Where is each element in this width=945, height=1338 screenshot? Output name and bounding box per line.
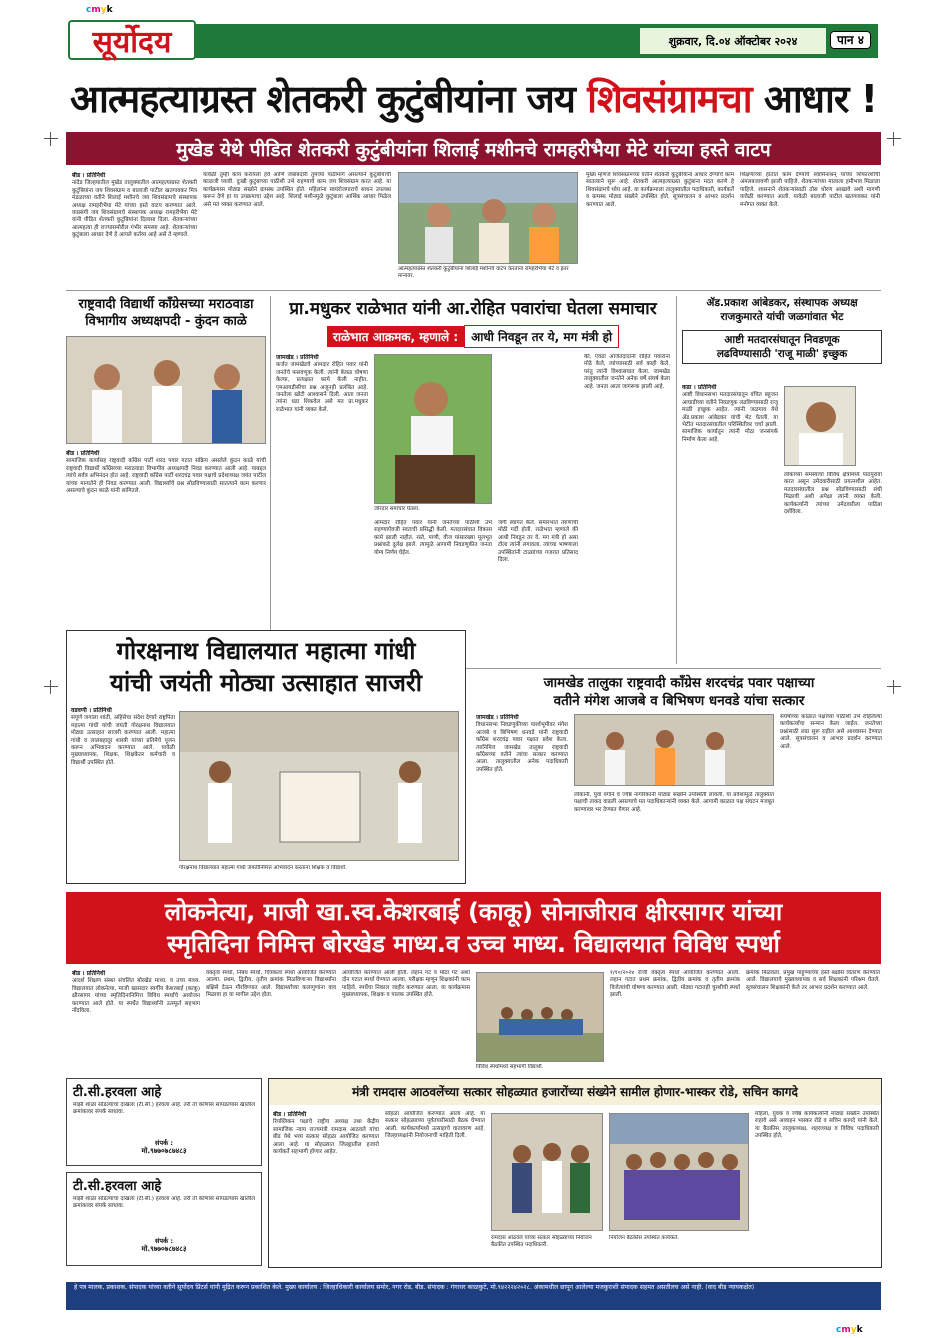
main-headline-part3: आधार ! xyxy=(751,77,877,121)
ncp-students-photo xyxy=(66,336,266,444)
story1-col2-text: यावेळी तुम्ही काय करायला हवे आणि जबाबदारी तुमच्या पाठीमागे असल्याने कुटुंबीयांची काळजी घ्यावी. दुःखी कुटुंबाच्या पाठीशी उभे राहण्याचे काम जय शिवसंग्राम करत आहे. या कार्यक्रमास मोठ्या संख्येने ग्रामस्थ उपस्थित होते. महिलांना स्वयंरोजगाराचे साधन उपलब्ध करून देणे हा या उपक्रमाचा उद्देश आहे. शिलाई मशीनमुळे कुटुंबाला आर्थिक आधार मिळेल असे मत व्यक्त करण्यात आले. xyxy=(203,172,391,208)
top-story-band: मुखेड येथे पीडित शेतकरी कुटुंबीयांना शिलाई मशीनचे रामहरीभैया मेटे यांच्या हस्ते वाटप xyxy=(66,132,881,165)
ncp-students-body xyxy=(66,450,266,650)
gorakshanath-body-text: संपूर्ण जगाला शांती, अहिंसेचा संदेश देणारे राष्ट्रपिता महात्मा गांधी यांची जयंती गोरक्षनाथ विद्यालयात मोठ्या उत्साहात साजरी करण्यात आली. महात्मा गांधी व लालबहादूर शास्त्री यांच्या प्रतिमेचे पूजन करून अभिवादन करण्यात आले. यावेळी मुख्याध्यापक, शिक्षक, शिक्षकेतर कर्मचारी व विद्यार्थी उपस्थित होते. xyxy=(71,715,175,766)
gorakshanath-byline: वडवणी । प्रतिनिधी xyxy=(71,707,112,714)
page-number-box xyxy=(830,29,871,48)
ambedkar-subhead-2: लढविण्यासाठी 'राजू माळी' इच्छुक xyxy=(716,348,848,360)
jamkhed-photo xyxy=(574,714,774,786)
jamkhed-col3-text: संघर्षाच्या काळात पक्षाच्या पाठीशी उभे राहिलेल्या कार्यकर्त्यांचा सन्मान केला जाईल. जनतेच्या प्रश्नांसाठी लढा सुरू राहील असे आश्वासन देण्यात आले. सूत्रसंचालन व आभार प्रदर्शन करण्यात आले. xyxy=(780,714,882,750)
ncp-students-body-text: सामाजिक कार्यासह राष्ट्रवादी काँग्रेस पार्टी शरद पवार गटात सक्रिय असलेले कुंदन काळे यांची राष्ट्रवादी विद्यार्थी काँग्रेसच्या मराठवाडा विभागीय अध्यक्षपदी निवड करण्यात आली आहे. याबद्दल त्यांचे सर्वत्र अभिनंदन होत आहे. राष्ट्रवादी काँग्रेस पार्टी शरदचंद्र पवार पक्षाचे प्रदेशाध्यक्ष जयंत पाटील यांच्या मान्यतेने ही निवड करण्यात आली. विद्यार्थ्यांचे प्रश्न सोडविण्यासाठी सातत्याने काम करणार असल्याचे कुंदन काळे यांनी सांगितले. xyxy=(66,458,266,495)
gorakshanath-story xyxy=(66,630,466,884)
athawale-photo-2-image xyxy=(610,1114,749,1231)
athawale-headline: मंत्री रामदास आठवलेंच्या सत्कार सोहळ्यात हजारोंच्या संख्येने सामील होणार-भास्कर रोडे, सचिन कागदे xyxy=(269,1079,881,1105)
rohit-col3-text: आमदार रोहित पवार यांनी जनतेच्या पाठीशी उभे राहण्याऐवजी स्वतःची प्रसिद्धी केली. मतदारसंघात विकास कामे झाली नाहीत. रस्ते, पाणी, वीज यांसारख्या मूलभूत प्रश्नांकडे दुर्लक्ष झाले. त्यामुळे आगामी निवडणुकीत जनता योग्य निर्णय घेईल. xyxy=(374,520,492,556)
jamkhed-byline: जामखेड । प्रतिनिधी xyxy=(476,714,519,721)
athawale-col5-text: महिला, युवक व ज्येष्ठ कार्यकर्त्यांनी मोठ्या संख्येने उपस्थित राहावे असे आवाहन भास्कर रोडे व सचिन कागदे यांनी केले. या बैठकीस तालुकाध्यक्ष, शहराध्यक्ष व विविध पदाधिकारी उपस्थित होते. xyxy=(755,1111,879,1140)
classified-ad-tc-lost-1 xyxy=(66,1078,262,1166)
crop-mark xyxy=(887,680,901,694)
gorakshanath-headline-1: गोरक्षनाथ विद्यालयात महात्मा गांधी xyxy=(116,637,416,665)
rohit-col5 xyxy=(584,354,670,664)
color-registration-mark-top: cmyk xyxy=(86,5,113,15)
rohit-col4-text: जंगी स्वागत केले. समारंभात तरुणांची मोठी गर्दी होती. राळेभात म्हणाले की आधी निवडून तर ये, मग मंत्री हो असा टोला त्यांनी लगावला. त्यांच्या भाषणाला उपस्थितांनी टाळ्यांच्या गजरात प्रतिसाद दिला. xyxy=(498,520,578,564)
gorakshanath-photo xyxy=(179,711,459,861)
jamkhed-col2 xyxy=(574,792,774,882)
issue-date: शुक्रवार, दि.०४ ऑक्टोबर २०२४ xyxy=(668,34,798,48)
kshirsagar-headline-1: लोकनेत्या, माजी खा.स्व.केशरबाई (काकू) सोनाजीराव क्षीरसागर यांच्या xyxy=(164,898,783,926)
ncp-students-story xyxy=(66,296,266,664)
athawale-story xyxy=(268,1078,882,1268)
ad-contact-label: संपर्क : xyxy=(155,1237,173,1245)
jamkhed-headline-1: जामखेड तालुका राष्ट्रवादी काँग्रेस शरदचंद्र पवार पक्षाच्या xyxy=(543,675,815,691)
athawale-col2 xyxy=(385,1111,485,1265)
story1-col1-text: नांदेड जिल्हयातील मुखेड तालुक्यातील आत्महत्याग्रस्त शेतकरी कुटुंबियांना जय शिवसंग्राम व बालाजी पाटील खतगावकर मित्र मंडळाच्या वतीने शिलाई मशीनचे जय शिवसंग्रामचे संस्थापक अध्यक्ष रामहरीभैया मेटे यांच्या हस्ते वाटप करण्यात आले. याप्रसंगी जय शिवसंग्रामचे संस्थापक अध्यक्ष रामहरीभैया मेटे यांनी पीडित शेतकरी कुटुंबियांना दिलासा दिला. शेतकऱ्यांच्या आत्महत्या ही राज्यासमोरील गंभीर समस्या आहे. शेतकऱ्यांच्या कुटुंबाला आधार देणे हे आपले कर्तव्य आहे असे ते म्हणाले. xyxy=(72,180,197,239)
ad-phone: मो.९७७०७८७४८३ xyxy=(141,1245,187,1253)
date-box xyxy=(640,28,826,54)
kshirsagar-col5-text: १/१०/२०२४ रोजी वक्तृत्व स्पर्धा आयोजित करण्यात आली. लहान गटात प्रथम क्रमांक, द्वितीय क्रमांक व तृतीय क्रमांक विजेत्यांची घोषणा करण्यात आली. मोठ्या गटातही चुरशीची स्पर्धा झाली. xyxy=(610,970,740,999)
kshirsagar-byline: बीड । प्रतिनिधी xyxy=(72,970,106,977)
raju-mali-photo-image xyxy=(785,387,856,466)
gorakshanath-photo-image xyxy=(180,712,459,861)
athawale-col1 xyxy=(273,1111,379,1265)
kshirsagar-col6-text: क्रमांक मिळवला. प्रमुख पाहुण्यांच्या हस्ते बक्षीस वितरण करण्यात आले. विद्यालयाचे मुख्याध्यापक व सर्व शिक्षकांनी परिश्रम घेतले. सूत्रसंचालन शिक्षकांनी केले तर आभार प्रदर्शन करण्यात आले. xyxy=(746,970,880,991)
athawale-photo-1-image xyxy=(492,1114,603,1231)
ambedkar-subhead-box xyxy=(682,330,882,364)
divider xyxy=(270,296,271,664)
athawale-col1-text: रिपब्लिकन पक्षाचे राष्ट्रीय अध्यक्ष तथा केंद्रीय सामाजिक न्याय राज्यमंत्री रामदास आठवले यांचा बीड येथे भव्य सत्कार सोहळा आयोजित करण्यात आला आहे. या सोहळ्यात जिल्ह्यातील हजारो कार्यकर्ते सहभागी होणार आहेत. xyxy=(273,1119,379,1156)
rohit-col5-text: की, एवढा अजितदादांनी रोहित पवारांना मोठे केले, त्यांच्यासाठी सर्व काही केले. परंतु त्यांनी विश्वासघात केला. जामखेड तालुक्यातील जनतेने अनेक वर्षे संघर्ष केला आहे. जनता आता जागरूक झाली आहे. xyxy=(584,354,670,390)
story1-col5 xyxy=(740,172,880,282)
kshirsagar-photo-caption: विविध स्पर्धांमध्ये सहभागी विद्यार्थी. xyxy=(476,1064,544,1070)
athawale-photo-1 xyxy=(491,1113,603,1231)
ambedkar-col1-text: आष्टी विधानसभा मतदारसंघातून वंचित बहुजन आघाडीच्या वतीने निवडणूक लढविण्यासाठी राजू माळी इच्छुक आहेत. त्यांनी जळगाव येथे ॲड.प्रकाश आंबेडकर यांची भेट घेतली. या भेटीत मतदारसंघातील परिस्थितीवर चर्चा झाली. सामाजिक कार्यातून त्यांनी मोठा जनसंपर्क निर्माण केला आहे. xyxy=(682,392,778,443)
jamkhed-col2-text: लोकांनी, युवा वर्गाने व ज्येष्ठ नागरिकांनी मोठ्या संख्येने उपस्थिती लावली. या प्रवेशामुळे तालुक्यात पक्षाची ताकद वाढली असल्याचे मत पदाधिकाऱ्यांनी व्यक्त केले. आगामी काळात पक्ष संघटन मजबूत करण्यावर भर देण्यात येणार आहे. xyxy=(574,792,774,813)
page-number: पान ४ xyxy=(830,31,871,49)
gorakshanath-photo-caption: गोरक्षनाथ विद्यालयात महात्मा गांधी जयंतीनिमित्त अभिवादन करताना शिक्षक व विद्यार्थी. xyxy=(179,865,347,871)
main-headline xyxy=(66,72,881,124)
color-registration-mark-bottom: cmyk xyxy=(836,1325,863,1335)
kshirsagar-photo xyxy=(476,972,604,1062)
athawale-col2-text: सोहळा आयोजित करण्यात आला आहे. या सत्कार सोहळ्याच्या पूर्वतयारीसाठी बैठक घेण्यात आली. कार्यकर्त्यांमध्ये उत्साहाचे वातावरण आहे. जिल्हाध्यक्षांनी नियोजनाची माहिती दिली. xyxy=(385,1111,485,1140)
gorakshanath-headline-2: यांची जयंती मोठ्या उत्साहात साजरी xyxy=(110,669,422,697)
rohit-col4 xyxy=(498,520,578,664)
ad-phone: मो.९७७०७८७४८३ xyxy=(141,1147,187,1155)
ad-body: माझी शाळा सोडल्याचा दाखला (टी.सी.) हरवला आहे. तरी तो कोणास सापडल्यास खालील क्रमांकावर संपर्क साधावा. xyxy=(73,1196,255,1210)
jamkhed-col1-text: विधानसभा निवडणुकीच्या पार्श्वभूमीवर मंगेश आजबे व बिभिषण धनवडे यांनी राष्ट्रवादी काँग्रेस शरदचंद्र पवार पक्षात प्रवेश केला. त्यानिमित्त जामखेड तालुका राष्ट्रवादी काँग्रेसच्या वतीने त्यांचा सत्कार करण्यात आला. तालुक्यातील अनेक पदाधिकारी उपस्थित होते. xyxy=(476,722,568,773)
ambedkar-byline: कडा । प्रतिनिधी xyxy=(682,384,717,391)
story1-byline: बीड । प्रतिनिधी xyxy=(72,172,106,179)
story1-photo-image xyxy=(399,173,578,264)
kshirsagar-col3 xyxy=(342,970,470,1072)
athawale-photo-1-caption: रामदास आठवले यांच्या सत्कार सोहळ्याच्या नियोजन बैठकीत उपस्थित पदाधिकारी. xyxy=(491,1235,592,1248)
classified-ad-tc-lost-2 xyxy=(66,1172,262,1266)
kshirsagar-col1 xyxy=(72,970,200,1072)
rohit-strap-red: राळेभात आक्रमक, म्हणाले : xyxy=(327,326,464,347)
divider xyxy=(66,290,881,291)
crop-mark xyxy=(887,132,901,146)
raju-mali-photo xyxy=(784,386,856,466)
athawale-byline: बीड । प्रतिनिधी xyxy=(273,1111,307,1118)
ambedkar-headline-2: राजकुमारते यांची जळगांवात भेट xyxy=(720,311,844,323)
kshirsagar-col1-text: आदर्श शिक्षण संस्था संचलित बोरखेड माध्य. व उच्च माध्य. विद्यालयात लोकनेत्या, माजी खासदार स्वर्गीय केशरबाई (काकू) क्षीरसागर यांच्या स्मृतिदिनानिमित्त विविध स्पर्धांचे आयोजन करण्यात आले होते. या स्पर्धेत विद्यार्थ्यांनी उत्स्फूर्त सहभाग नोंदविला. xyxy=(72,978,200,1015)
story1-col5-text: शिक्षणाच्या हातात काम देण्याचे स्वामिनाथन्‌ यांच्या शिफारशीची अंमलबजावणी झाली पाहिजे. शेतकऱ्यांच्या मालाला हमीभाव मिळाला पाहिजे. शासनाने शेतकऱ्यांसाठी ठोस धोरण आखावे अशी मागणी यावेळी करण्यात आली. यावेळी बालाजी पाटील खतगावकर यांनी मनोगत व्यक्त केले. xyxy=(740,172,880,208)
athawale-photo-2-caption: नियोजन बैठकीस उपस्थित कार्यकर्ते. xyxy=(609,1235,679,1241)
jamkhed-headline-2: वतीने मंगेश आजबे व बिभिषण धनवडे यांचा सत्कार xyxy=(553,693,805,709)
kshirsagar-col2-text: वक्तृत्व स्पर्धा, निबंध स्पर्धा, चित्रकला स्पर्धा आयोजित करण्यात आल्या. प्रथम, द्वितीय, तृतीय क्रमांक मिळविणाऱ्या विद्यार्थ्यांना बक्षिसे देऊन गौरविण्यात आले. विद्यार्थ्यांच्या कलागुणांना वाव मिळावा हा या मागील उद्देश होता. xyxy=(206,970,336,999)
imprint-footer: हे पत्र मालक, प्रकाशक, संपादक यांच्या वतीने सूर्योदय प्रिंटर्स यांनी मुद्रित करून प्रकाशित केले. मुख्य कार्यालय : जिल्हाधिकारी कार्यालय समोर, नगर रोड, बीड. संपादक : गंगाधर काळकुटे, मो.९४२२२४२०२८. अंकामधील छापून आलेल्या मजकुराशी संपादक सहमत असतीलच असे नाही. (वाद बीड न्यायकक्षेत) xyxy=(66,1282,881,1310)
crop-mark xyxy=(44,680,58,694)
athawale-col5 xyxy=(755,1111,879,1265)
ad-contact-label: संपर्क : xyxy=(155,1139,173,1147)
kshirsagar-col6 xyxy=(746,970,880,1072)
kshirsagar-col2 xyxy=(206,970,336,1072)
story1-photo-caption: आत्महत्याग्रस्त शेतकरी कुटुंबीयांना शिलाई मशीनचे वाटप करताना रामहरीभैया मेटे व इतर मान्यवर. xyxy=(398,266,569,279)
story1-col4-text: मुख्य म्हणजे शिवसंग्रामच्या वतीने शेतकरी कुटुंबीयांना आधार देण्याचे काम सातत्याने सुरू आहे. शेतकरी आत्महत्याग्रस्त कुटुंबांना मदत करणे हे शिवसंग्रामचे ध्येय आहे. या कार्यक्रमाला तालुक्यातील पदाधिकारी, कार्यकर्ते व ग्रामस्थ मोठ्या संख्येने उपस्थित होते. सूत्रसंचालन व आभार प्रदर्शन करण्यात आले. xyxy=(586,172,734,208)
ambedkar-col2 xyxy=(784,472,882,654)
gorakshanath-headline xyxy=(67,631,465,703)
jamkhed-col1 xyxy=(476,714,568,882)
ncp-students-headline: राष्ट्रवादी विद्यार्थी काँग्रेसच्या मराठवाडा विभागीय अध्यक्षपदी - कुंदन काळे xyxy=(78,297,254,329)
jamkhed-ncp-story xyxy=(476,674,882,884)
rohit-strap-quote: आधी निवडून तर ये, मग मंत्री हो xyxy=(464,325,619,348)
rohit-headline: प्रा.मधुकर राळेभात यांनी आ.रोहित पवारांचा घेतला समाचार xyxy=(289,299,657,319)
rohit-col1-text: कर्जत जामखेडचे आमदार रोहित पवार यांनी जनतेचे फसवणूक केली. त्यांनी केवळ घोषणा केल्या, प्रत्यक्षात कामे केली नाहीत. एमआयडीसीचा प्रश्न अजूनही प्रलंबित आहे. जनतेला खोटी आश्वासने दिली. आता जनता त्यांना धडा शिकवेल असे मत प्रा.मधुकर राळेभात यांनी व्यक्त केले. xyxy=(276,362,368,413)
story1-photo xyxy=(398,172,578,264)
ad-body: माझी शाळा सोडल्याचा दाखला (टी.सी.) हरवला आहे. तरी तो कोणास सापडल्यास खालील क्रमांकावर संपर्क साधावा. xyxy=(73,1102,255,1116)
masthead-logo-box xyxy=(68,20,196,60)
rohit-strap xyxy=(276,326,670,346)
rohit-photo xyxy=(374,354,492,504)
kshirsagar-col5 xyxy=(610,970,740,1072)
kshirsagar-col3-text: आयोजित करण्यात आली होती. लहान गट व मोठा गट अशा दोन गटात स्पर्धा घेण्यात आल्या. परीक्षक म्हणून शिक्षकांनी काम पाहिले. स्पर्धेचा निकाल जाहीर करण्यात आला. या कार्यक्रमास मुख्याध्यापक, शिक्षक व पालक उपस्थित होते. xyxy=(342,970,470,999)
story1-col2 xyxy=(203,172,391,282)
story1-col1 xyxy=(72,172,197,282)
ncp-students-byline: बीड । प्रतिनिधी xyxy=(66,450,100,457)
ambedkar-col2-text: लोकांच्या समस्यांचा विविध क्षेत्रांमध्ये पाठपुरावा करत असून उमेदवारीसाठी प्रयत्नशील आहेत. मतदारसंघातील प्रश्न सोडविण्यासाठी संधी मिळावी अशी अपेक्षा त्यांनी व्यक्त केली. कार्यकर्त्यांनी त्यांच्या उमेदवारीला पाठिंबा दर्शविला. xyxy=(784,472,882,516)
ambedkar-story xyxy=(682,296,882,664)
jamkhed-col3 xyxy=(780,714,882,882)
kshirsagar-headline xyxy=(66,892,881,964)
ambedkar-col1 xyxy=(682,384,778,654)
kshirsagar-headline-2: स्मृतिदिना निमित्त बोरखेड माध्य.व उच्च माध्य. विद्यालयात विविध स्पर्धा xyxy=(167,930,780,958)
jamkhed-photo-image xyxy=(575,715,774,786)
gorakshanath-body xyxy=(71,707,175,879)
ad-title: टी.सी.हरवला आहे xyxy=(73,1179,162,1194)
rohit-story xyxy=(276,296,670,664)
kshirsagar-photo-image xyxy=(477,973,604,1062)
rohit-photo-image xyxy=(375,355,492,504)
newspaper-logo: सूर्योदय xyxy=(92,24,172,60)
divider xyxy=(676,296,677,664)
ad-title: टी.सी.हरवला आहे xyxy=(73,1085,162,1100)
ambedkar-headline-1: ॲड.प्रकाश आंबेडकर, संस्थापक अध्यक्ष xyxy=(706,297,858,309)
crop-mark xyxy=(44,132,58,146)
rohit-photo-caption: जोरदार समाचार घेतला. xyxy=(374,506,420,512)
main-headline-highlight: शिवसंग्रामचा xyxy=(587,77,752,121)
main-headline-part1: आत्महत्याग्रस्त शेतकरी कुटुंबीयांना जय xyxy=(70,77,588,121)
athawale-photo-2 xyxy=(609,1113,749,1231)
ncp-students-photo-image xyxy=(67,337,266,444)
rohit-col1 xyxy=(276,354,368,594)
rohit-byline: जामखेड । प्रतिनिधी xyxy=(276,354,319,361)
ambedkar-subhead-1: आष्टी मतदारसंघातून निवडणूक xyxy=(724,334,840,346)
story1-col4 xyxy=(586,172,734,282)
